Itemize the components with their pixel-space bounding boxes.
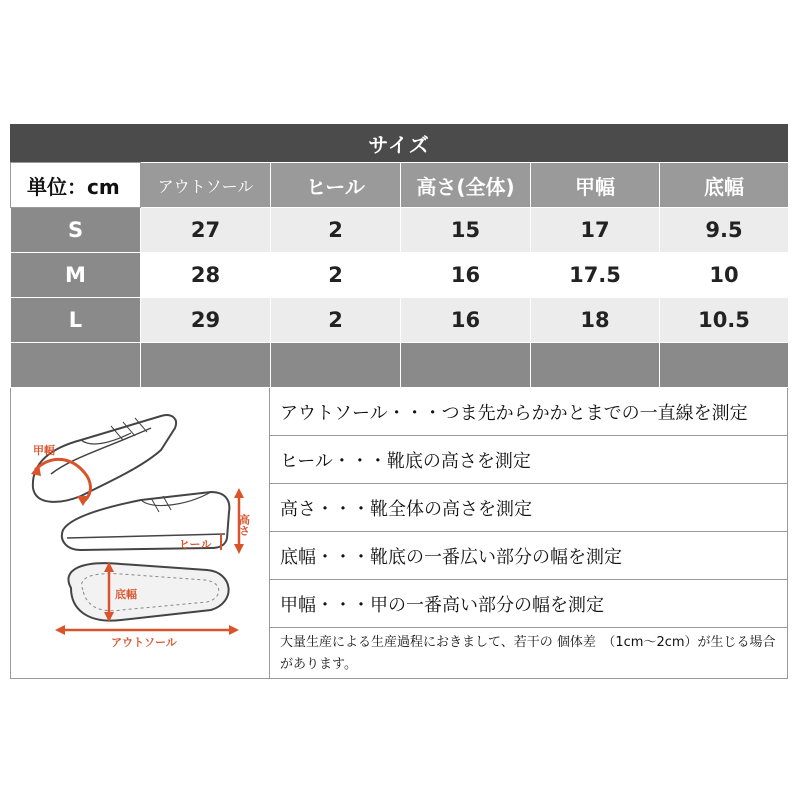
table-cell-empty bbox=[660, 343, 789, 388]
note-heel: ヒール・・・靴底の高さを測定 bbox=[270, 436, 787, 484]
table-cell-empty bbox=[11, 343, 141, 388]
table-cell: 17 bbox=[531, 208, 660, 253]
column-header-height: 高さ(全体) bbox=[401, 163, 531, 208]
column-header-heel: ヒール bbox=[271, 163, 401, 208]
disclaimer-text: 大量生産による生産過程におきまして、若干の 個体差 （1cm～2cm）が生じる場合があります。 bbox=[280, 635, 776, 672]
column-header-outsole: アウトソール bbox=[141, 163, 271, 208]
size-label: M bbox=[11, 253, 141, 298]
note-outsole: アウトソール・・・つま先からかかとまでの一直線を測定 bbox=[270, 388, 787, 436]
table-header-row bbox=[11, 163, 789, 208]
table-cell: 2 bbox=[271, 208, 401, 253]
table-cell-empty bbox=[271, 343, 401, 388]
size-chart bbox=[10, 124, 788, 679]
table-cell: 16 bbox=[401, 298, 531, 343]
table-row bbox=[11, 253, 789, 298]
table-cell: 10.5 bbox=[660, 298, 789, 343]
table-cell: 18 bbox=[531, 298, 660, 343]
height-label: 高さ bbox=[237, 514, 251, 536]
instep-label: 甲幅 bbox=[33, 444, 55, 457]
table-cell: 16 bbox=[401, 253, 531, 298]
table-cell: 17.5 bbox=[531, 253, 660, 298]
table-cell: 29 bbox=[141, 298, 271, 343]
table-row bbox=[11, 298, 789, 343]
heel-label: ヒール bbox=[179, 538, 212, 551]
measurement-notes bbox=[270, 388, 787, 678]
column-header-sole-width: 底幅 bbox=[660, 163, 789, 208]
size-table bbox=[10, 162, 789, 388]
table-cell: 2 bbox=[271, 298, 401, 343]
size-chart-title: サイズ bbox=[10, 124, 788, 162]
table-cell: 10 bbox=[660, 253, 789, 298]
table-cell-empty bbox=[531, 343, 660, 388]
table-row bbox=[11, 208, 789, 253]
shoe-sole-icon bbox=[68, 563, 228, 620]
unit-label: 単位：cm bbox=[11, 163, 141, 208]
note-height: 高さ・・・靴全体の高さを測定 bbox=[270, 484, 787, 532]
table-cell-empty bbox=[141, 343, 271, 388]
table-cell: 28 bbox=[141, 253, 271, 298]
size-label: S bbox=[11, 208, 141, 253]
table-cell: 2 bbox=[271, 253, 401, 298]
table-cell-empty bbox=[401, 343, 531, 388]
column-header-instep-width: 甲幅 bbox=[531, 163, 660, 208]
shoe-illustration bbox=[11, 388, 270, 678]
size-label: L bbox=[11, 298, 141, 343]
outsole-arrow-icon bbox=[55, 625, 239, 635]
table-cell: 9.5 bbox=[660, 208, 789, 253]
measurement-guide bbox=[10, 388, 788, 679]
table-cell: 27 bbox=[141, 208, 271, 253]
sole-width-label: 底幅 bbox=[115, 588, 137, 601]
outsole-label: アウトソール bbox=[111, 636, 177, 649]
note-instep-width: 甲幅・・・甲の一番高い部分の幅を測定 bbox=[270, 580, 787, 628]
table-cell: 15 bbox=[401, 208, 531, 253]
table-row-empty bbox=[11, 343, 789, 388]
shoe-diagram bbox=[11, 388, 269, 678]
note-sole-width: 底幅・・・靴底の一番広い部分の幅を測定 bbox=[270, 532, 787, 580]
